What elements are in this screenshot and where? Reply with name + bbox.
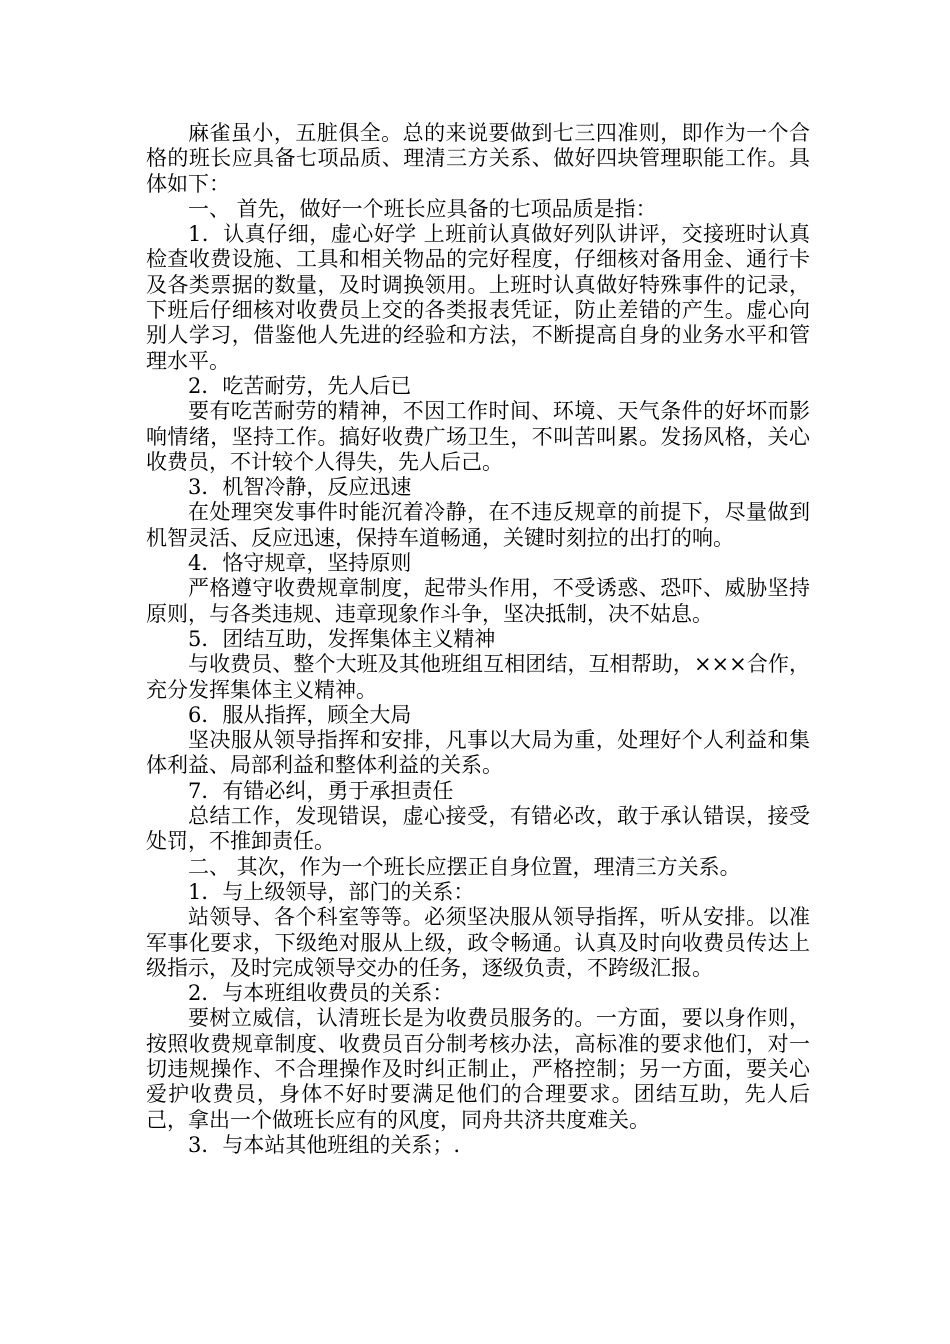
paragraph: 1．与上级领导，部门的关系： <box>188 879 475 904</box>
paragraph: 3．机智冷静，反应迅速 <box>188 475 412 500</box>
paragraph: 在处理突发事件时能沉着冷静，在不违反规章的前提下，尽量做到机智灵活、反应迅速，保持车道畅通，关键时刻拉的出打的响。 <box>146 500 810 550</box>
paragraph: 2．与本班组收费员的关系： <box>188 981 454 1006</box>
paragraph: 坚决服从领导指挥和安排，凡事以大局为重，处理好个人利益和集体利益、局部利益和整体利益的关系。 <box>146 728 810 778</box>
paragraph: 1．认真仔细，虚心好学 上班前认真做好列队讲评，交接班时认真检查收费设施、工具和相关物品的完好程度，仔细核对备用金、通行卡及各类票据的数量，及时调换领用。上班时认真做好特殊事件的记录，下班后仔细核对收费员上交的各类报表凭证，防止差错的产生。虚心向别人学习，借鉴他人先进的经验和方法，不断提高自身的业务水平和管理水平。 <box>146 222 810 373</box>
paragraph: 要有吃苦耐劳的精神，不因工作时间、环境、天气条件的好坏而影响情绪，坚持工作。搞好收费广场卫生，不叫苦叫累。发扬风格，关心收费员，不计较个人得失，先人后己。 <box>146 399 810 474</box>
paragraph: 总结工作，发现错误，虚心接受，有错必改，敢于承认错误，接受处罚，不推卸责任。 <box>146 804 810 854</box>
paragraph: 要树立威信，认清班长是为收费员服务的。一方面，要以身作则，按照收费规章制度、收费员百分制考核办法，高标准的要求他们，对一切违规操作、不合理操作及时纠正制止，严格控制；另一方面，要关心爱护收费员，身体不好时要满足他们的合理要求。团结互助，先人后己，拿出一个做班长应有的风度，同舟共济共度难关。 <box>146 1006 810 1132</box>
paragraph: 4．恪守规章，坚持原则 <box>188 551 412 576</box>
paragraph: 一、 首先，做好一个班长应具备的七项品质是指： <box>188 196 657 221</box>
paragraph: 站领导、各个科室等等。必须坚决服从领导指挥，听从安排。以准军事化要求，下级绝对服从上级，政令畅通。认真及时向收费员传达上级指示，及时完成领导交办的任务，逐级负责，不跨级汇报。 <box>146 905 810 980</box>
paragraph: 与收费员、整个大班及其他班组互相团结，互相帮助，×××合作，充分发挥集体主义精神。 <box>146 652 810 702</box>
paragraph: 5．团结互助，发挥集体主义精神 <box>188 626 496 651</box>
paragraph: 严格遵守收费规章制度，起带头作用，不受诱惑、恐吓、威胁坚持原则，与各类违规、违章现象作斗争，坚决抵制，决不姑息。 <box>146 576 810 626</box>
paragraph: 麻雀虽小，五脏俱全。总的来说要做到七三四准则，即作为一个合格的班长应具备七项品质、理清三方关系、做好四块管理职能工作。具体如下： <box>146 121 810 196</box>
paragraph: 二、 其次，作为一个班长应摆正自身位置，理清三方关系。 <box>188 854 741 879</box>
paragraph: 3．与本站其他班组的关系；. <box>188 1132 461 1157</box>
paragraph: 6．服从指挥，顾全大局 <box>188 702 412 727</box>
document-body <box>146 121 810 1158</box>
paragraph: 7．有错必纠，勇于承担责任 <box>188 778 454 803</box>
paragraph: 2．吃苦耐劳，先人后已 <box>188 373 412 398</box>
